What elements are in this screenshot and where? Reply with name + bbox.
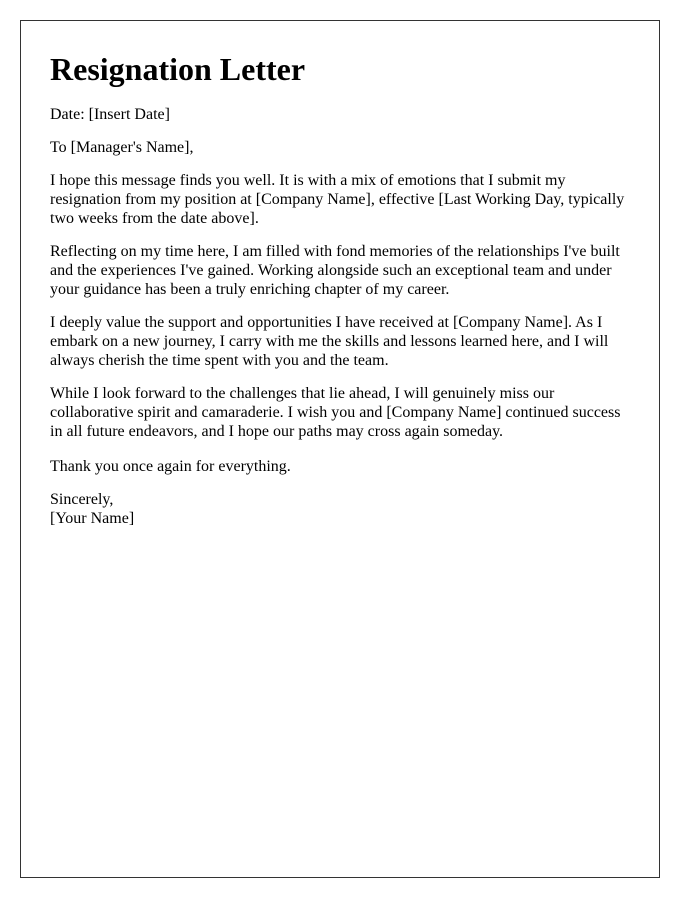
letter-date: Date: [Insert Date]	[50, 106, 170, 123]
letter-paragraph-1: I hope this message finds you well. It is with a mix of emotions that I submit my resignation from my position at [Company Name], effective [Last Working Day, typically two weeks from the date above].	[50, 172, 625, 227]
letter-content	[50, 49, 632, 528]
letter-paragraph-4: While I look forward to the challenges that lie ahead, I will genuinely miss our collaborative spirit and camaraderie. I wish you and [Company Name] continued success in all future endeavors, and I hope our paths may cross again someday.	[50, 385, 621, 440]
letter-title: Resignation Letter	[50, 51, 306, 87]
letter-signature: [Your Name]	[50, 510, 135, 527]
letter-signoff: Sincerely,	[50, 491, 114, 508]
letter-paragraph-3: I deeply value the support and opportunities I have received at [Company Name]. As I embark on a new journey, I carry with me the skills and lessons learned here, and I will always cherish the time spent with you and the team.	[50, 314, 609, 369]
letter-salutation: To [Manager's Name],	[50, 139, 194, 156]
letter-paragraph-2: Reflecting on my time here, I am filled with fond memories of the relationships I've built and the experiences I've gained. Working alongside such an exceptional team and under your guidance has been a truly enriching chapter of my career.	[50, 243, 620, 298]
letter-signoff-block	[50, 490, 632, 528]
letter-page	[20, 20, 660, 878]
letter-closing: Thank you once again for everything.	[50, 458, 291, 475]
